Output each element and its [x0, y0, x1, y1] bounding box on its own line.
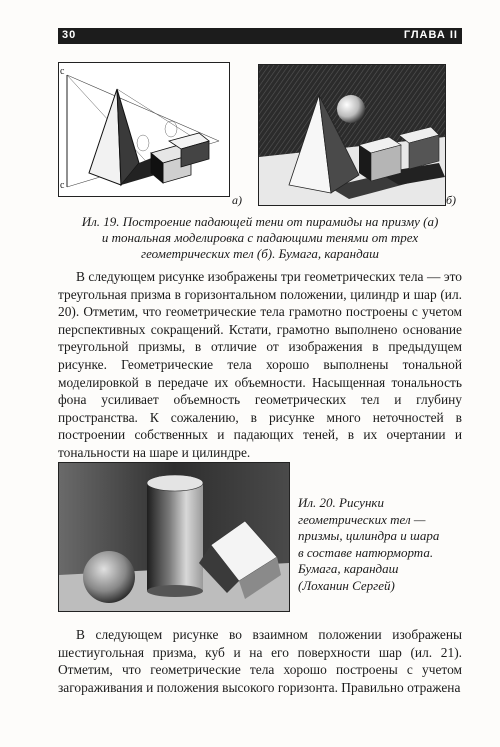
figure-20-caption-line: в составе натюрморта.: [298, 544, 434, 560]
figure-20-caption: [298, 495, 468, 594]
page-number: 30: [62, 29, 77, 41]
figure-19b-tonal-drawing: [258, 64, 446, 206]
c-top-label: с: [60, 66, 65, 77]
figure-19-caption-line: и тональная моделировка с падающими тенями от трех: [101, 230, 419, 245]
figure-19a-construction-drawing: [58, 62, 230, 197]
running-header-bar: [58, 28, 462, 44]
figure-20-caption-line: Бумага, карандаш: [298, 561, 399, 576]
prism-cylinder-sphere-still-life: [59, 463, 289, 611]
figure-20-still-life-drawing: [58, 462, 290, 612]
figure-20-caption-line: призмы, цилиндра и шара: [298, 528, 440, 543]
figure-19a-letter: а): [232, 193, 242, 207]
figure-19-caption-line: Ил. 19. Построение падающей тени от пирамиды на призму (а): [81, 214, 439, 229]
figure-20-caption-line: Ил. 20. Рисунки: [298, 495, 384, 510]
figure-20-caption-line: геометрических тел —: [298, 511, 426, 527]
pyramid-prism-shadow-construction: [59, 63, 229, 196]
figure-19-caption-line: геометрических тел (б). Бумага, карандаш: [141, 246, 379, 261]
body-paragraph-1: В следующем рисунке изображены три геометрических тела — это треугольная призма в горизонтальном положении, цилиндр и шар (ил. 20). Отметим, что геометрические тела грамотно построены с учетом перспективных сокращений. Кстати, грамотно выполнено основание треугольной призмы, в отличие от изображения в предыдущем рисунке. Геометрические тела хорошо выполнены тональной моделировкой в передаче их объемности. Насыщенная тональность фона усиливает объемность геометрических тел и глубину пространства. К сожалению, в рисунке много неточностей в построении собственных и падающих теней, в их очертании и тональности на шаре и цилиндре.: [58, 269, 462, 460]
c-bottom-label: с: [60, 180, 65, 191]
figure-20-caption-line: (Лоханин Сергей): [298, 577, 395, 593]
figure-19b-letter: б): [446, 193, 457, 207]
three-solids-with-shadows: [259, 65, 445, 205]
body-paragraph-2: В следующем рисунке во взаимном положении изображены шестиугольная призма, куб и на его поверхности шар (ил. 21). Отметим, что геометрические тела хорошо построены с учетом загораживания и положения высокого горизонта. Правильно отражена: [58, 627, 462, 695]
figure-19-caption: [58, 214, 462, 262]
chapter-title: ГЛАВА II: [403, 29, 458, 41]
